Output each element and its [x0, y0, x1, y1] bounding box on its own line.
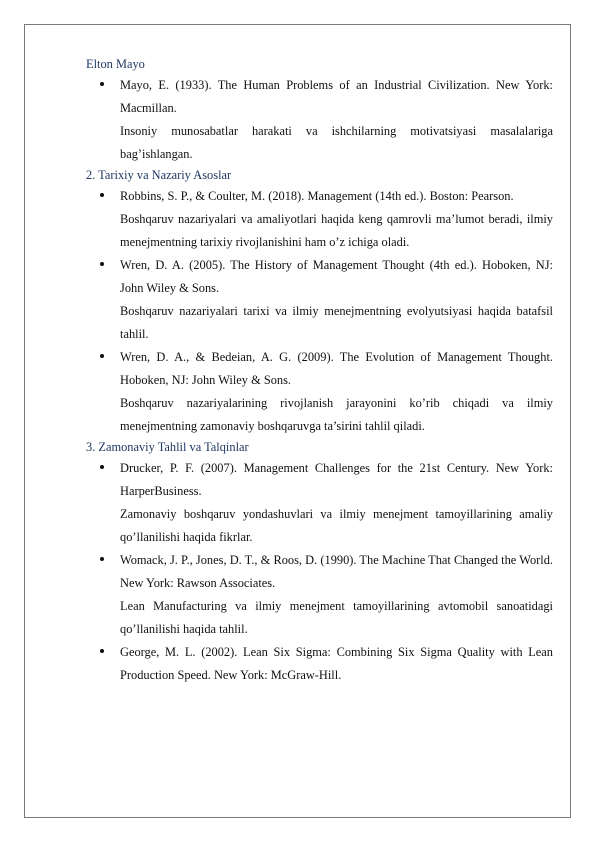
reference-item [86, 457, 553, 549]
reference-citation: Drucker, P. F. (2007). Management Challenges for the 21st Century. New York: HarperBusiness. [120, 461, 553, 498]
reference-annotation: Boshqaruv nazariyalari tarixi va ilmiy menejmentning evolyutsiyasi haqida batafsil tahlil. [120, 304, 553, 341]
section-heading: 3. Zamonaviy Tahlil va Talqinlar [86, 440, 249, 454]
reference-item [86, 346, 553, 438]
reference-list [86, 457, 553, 687]
reference-annotation: Lean Manufacturing va ilmiy menejment tamoyillarining avtomobil sanoatidagi qo’llanilishi haqida tahlil. [120, 599, 553, 636]
bullet-icon [100, 557, 104, 561]
reference-list [86, 185, 553, 438]
reference-item [86, 549, 553, 641]
reference-citation: Robbins, S. P., & Coulter, M. (2018). Management (14th ed.). Boston: Pearson. [120, 189, 514, 203]
reference-citation: Womack, J. P., Jones, D. T., & Roos, D. (1990). The Machine That Changed the World. New York: Rawson Associates. [120, 553, 553, 590]
reference-item [86, 641, 553, 687]
bullet-icon [100, 465, 104, 469]
reference-citation: Mayo, E. (1933). The Human Problems of an Industrial Civilization. New York: Macmillan. [120, 78, 553, 115]
reference-citation: Wren, D. A. (2005). The History of Management Thought (4th ed.). Hoboken, NJ: John Wiley & Sons. [120, 258, 553, 295]
reference-item [86, 254, 553, 346]
section-heading: 2. Tarixiy va Nazariy Asoslar [86, 168, 232, 182]
reference-list [86, 74, 553, 166]
reference-annotation: Boshqaruv nazariyalarining rivojlanish jarayonini ko’rib chiqadi va ilmiy menejmentning zamonaviy boshqaruvga ta’sirini tahlil qiladi. [120, 396, 553, 433]
bullet-icon [100, 193, 104, 197]
reference-item [86, 74, 553, 166]
reference-item [86, 185, 553, 254]
reference-citation: Wren, D. A., & Bedeian, A. G. (2009). The Evolution of Management Thought. Hoboken, NJ: John Wiley & Sons. [120, 350, 553, 387]
reference-annotation: Boshqaruv nazariyalari va amaliyotlari haqida keng qamrovli ma’lumot beradi, ilmiy menejmentning tarixiy rivojlanishini ham o’z ichiga oladi. [120, 212, 553, 249]
reference-annotation: Zamonaviy boshqaruv yondashuvlari va ilmiy menejment tamoyillarining amaliy qo’llanilishi haqida fikrlar. [120, 507, 553, 544]
reference-citation: George, M. L. (2002). Lean Six Sigma: Combining Six Sigma Quality with Lean Production Speed. New York: McGraw-Hill. [120, 645, 553, 682]
bullet-icon [100, 262, 104, 266]
bullet-icon [100, 354, 104, 358]
bullet-icon [100, 82, 104, 86]
document-body [86, 53, 553, 687]
bullet-icon [100, 649, 104, 653]
reference-annotation: Insoniy munosabatlar harakati va ishchilarning motivatsiyasi masalalariga bag’ishlangan. [120, 124, 553, 161]
section-heading: Elton Mayo [86, 57, 145, 71]
